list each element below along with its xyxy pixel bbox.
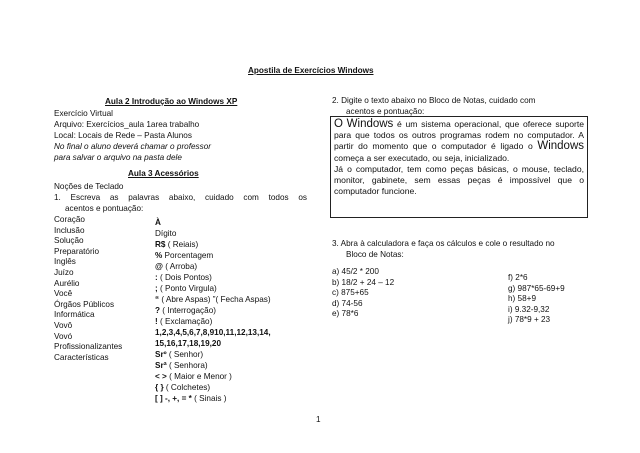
- calc-item: d) 74-56: [332, 298, 363, 308]
- list-item: [155, 217, 271, 228]
- calc-item: f) 2*6: [508, 273, 528, 282]
- note-line: No final o aluno deverá chamar o professor: [54, 142, 212, 151]
- list-item: Inglês: [54, 257, 76, 267]
- list-item: [155, 261, 271, 272]
- list-item: Preparatório: [54, 246, 100, 256]
- instruction-line: 3. Abra à calculadora e faça os cálculos e cole o resultado no: [332, 239, 555, 248]
- calcs-left: [332, 267, 394, 320]
- page-number: 1: [316, 415, 321, 424]
- exercise-line: 1. Escreva as palavras abaixo, cuidado com todos os: [54, 193, 307, 202]
- box-paragraph: [334, 119, 584, 164]
- instruction-line: acentos e pontuação:: [346, 107, 425, 116]
- symbol-key: [ ] -, +, = *: [155, 394, 192, 403]
- list-item: [155, 228, 271, 239]
- box-word: Windows: [537, 140, 584, 153]
- calc-item: c) 875+65: [332, 288, 369, 298]
- list-item: Órgãos Públicos: [54, 299, 115, 309]
- symbol-desc: Porcentagem: [162, 251, 214, 260]
- list-item: [155, 393, 271, 404]
- list-item: [155, 283, 271, 294]
- symbol-desc: ( Maior e Menor ): [166, 372, 232, 381]
- list-item: [155, 239, 271, 250]
- words-list: [54, 215, 122, 363]
- symbol-desc: ( Arroba): [162, 262, 198, 271]
- section1-body: [54, 108, 307, 163]
- calc-item: a) 45/2 * 200: [332, 267, 379, 276]
- text-box: [330, 116, 588, 218]
- text-line: Exercício Virtual: [54, 109, 114, 118]
- list-item: Aurélio: [54, 278, 80, 288]
- exercise-line: acentos e pontuação:: [65, 204, 144, 213]
- symbol-key: “: [155, 295, 160, 304]
- list-item: Vovó: [54, 331, 73, 341]
- symbol-key: ?: [155, 306, 161, 315]
- symbol-key: Srº: [155, 350, 167, 359]
- section-heading-aula3: Aula 3 Acessórios: [128, 169, 199, 178]
- symbol-key: %: [155, 251, 163, 260]
- item3-instruction: [332, 238, 588, 260]
- list-item: [155, 272, 271, 283]
- symbol-key: < >: [155, 372, 167, 381]
- calc-item: h) 58+9: [508, 294, 536, 304]
- list-item: Juízo: [54, 267, 74, 277]
- list-item: Características: [54, 352, 109, 362]
- symbol-desc: ( Senhor): [166, 350, 204, 359]
- symbol-desc: ( Reiais): [165, 240, 199, 249]
- symbol-desc: ( Sinais ): [191, 394, 227, 403]
- symbol-desc: ( Exclamação): [157, 317, 213, 326]
- symbol-desc: ( Abre Aspas) ”( Fecha Aspas): [159, 295, 271, 304]
- note-line: para salvar o arquivo na pasta dele: [54, 153, 182, 162]
- list-item: [155, 316, 271, 327]
- symbol-key: R$: [155, 240, 166, 249]
- list-item: Profissionalizantes: [54, 342, 123, 352]
- box-text: é um sistema operacional, que oferece suporte para que todos os outros programas rodem no computador. A partir do momento que o computador é ligado o: [334, 119, 584, 152]
- list-item: [155, 338, 271, 349]
- box-word: O: [334, 118, 343, 130]
- calc-item: g) 987*65-69+9: [508, 283, 565, 293]
- list-item: [155, 294, 271, 305]
- symbol-key: À: [155, 218, 161, 227]
- text-line: Arquivo: Exercícios_aula 1area trabalho: [54, 120, 200, 129]
- symbol-key: :: [155, 273, 158, 282]
- list-item: [155, 371, 271, 382]
- intro-line: Noções de Teclado: [54, 182, 124, 191]
- list-item: Coração: [54, 215, 85, 224]
- calcs-right: [508, 273, 565, 326]
- symbols-list: [155, 217, 271, 404]
- symbol-key: ;: [155, 284, 158, 293]
- list-item: Inclusão: [54, 225, 85, 235]
- list-item: Você: [54, 289, 73, 299]
- section2-body: [54, 181, 307, 214]
- symbol-desc: ( Colchetes): [163, 383, 211, 392]
- item2-instruction: [332, 95, 588, 117]
- calc-item: e) 78*6: [332, 309, 359, 319]
- calc-item: j) 78*9 + 23: [508, 315, 551, 325]
- symbol-key: !: [155, 317, 158, 326]
- page-title: Apostila de Exercícios Windows: [248, 66, 374, 75]
- list-item: [155, 360, 271, 371]
- list-item: [155, 382, 271, 393]
- symbol-desc: ( Ponto Virgula): [157, 284, 217, 293]
- list-item: [155, 327, 271, 338]
- symbol-key: 1,2,3,4,5,6,7,8,910,11,12,13,14,: [155, 328, 271, 337]
- box-text: começa a ser executado, ou seja, inicializado.: [334, 152, 510, 163]
- box-word: Windows: [346, 118, 394, 130]
- symbol-key: 15,16,17,18,19,20: [155, 339, 222, 348]
- symbol-key: Srª: [155, 361, 167, 370]
- list-item: Vovô: [54, 320, 73, 330]
- list-item: Informática: [54, 310, 95, 320]
- section-heading-aula2: Aula 2 Introdução ao Windows XP: [105, 97, 238, 106]
- list-item: [155, 349, 271, 360]
- text-line: Local: Locais de Rede – Pasta Alunos: [54, 131, 192, 140]
- symbol-desc: Dígito: [155, 229, 177, 238]
- box-paragraph: Já o computador, tem como peças básicas, o mouse, teclado, monitor, gabinete, sem essas peças é impossível que o computador funcione.: [334, 163, 584, 197]
- list-item: [155, 250, 271, 261]
- instruction-line: Bloco de Notas:: [346, 250, 404, 259]
- calc-item: i) 9.32-9,32: [508, 304, 550, 314]
- symbol-desc: ( Dois Pontos): [157, 273, 212, 282]
- list-item: Solução: [54, 236, 84, 246]
- symbol-key: { }: [155, 383, 164, 392]
- symbol-desc: ( Interrogação): [160, 306, 216, 315]
- calc-item: b) 18/2 + 24 – 12: [332, 277, 395, 287]
- symbol-desc: ( Senhora): [166, 361, 208, 370]
- instruction-line: 2. Digite o texto abaixo no Bloco de Notas, cuidado com: [332, 96, 536, 105]
- list-item: [155, 305, 271, 316]
- symbol-key: @: [155, 262, 163, 271]
